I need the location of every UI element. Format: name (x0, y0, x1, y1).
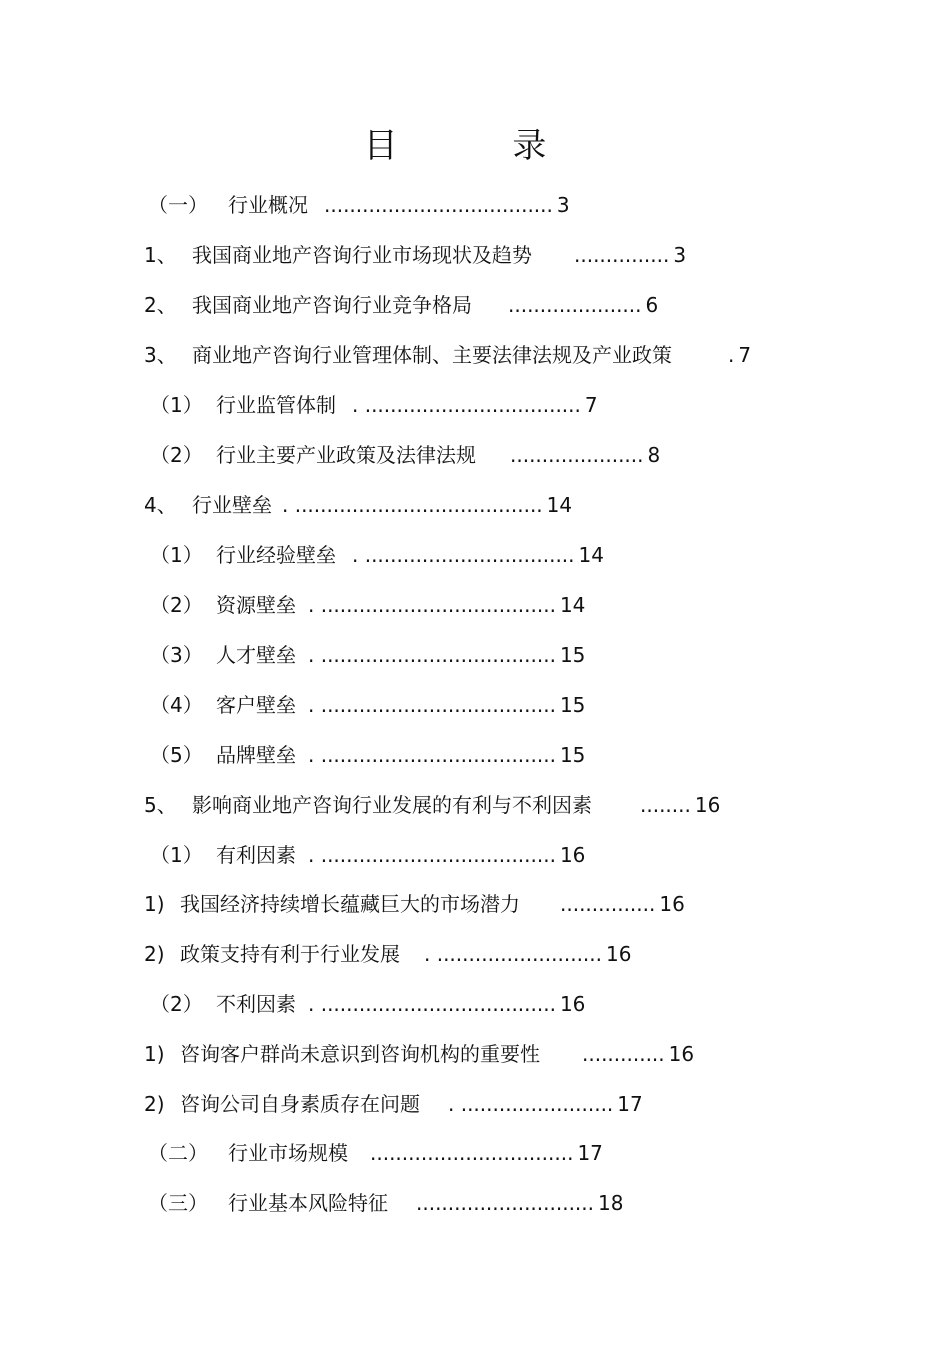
toc-entry-label: 行业经验壁垒 (216, 543, 336, 567)
toc-entry-page: 16 (559, 843, 586, 867)
toc-entry-number: （2） (150, 443, 203, 467)
toc-entry-label: 行业监管体制 (216, 393, 336, 417)
toc-entry-page: 3 (556, 193, 570, 217)
toc-entry-label: 不利因素 (216, 992, 296, 1016)
toc-entry-page: 15 (559, 693, 586, 717)
toc-entry-page: 16 (668, 1042, 695, 1066)
toc-entry[interactable] (148, 1140, 603, 1166)
toc-entry-label: 客户壁垒 (216, 693, 296, 717)
toc-entry[interactable] (144, 492, 572, 518)
toc-entry-leader: . ..................................... (308, 693, 556, 717)
toc-entry-page: 15 (559, 743, 586, 767)
toc-title: 目 录 (363, 126, 599, 166)
toc-entry-label: 商业地产咨询行业管理体制、主要法律法规及产业政策 (192, 343, 672, 367)
toc-entry-leader: ................................ (370, 1141, 574, 1165)
toc-entry[interactable] (144, 342, 751, 368)
toc-entry-page: 7 (738, 343, 752, 367)
toc-entry-leader: ............... (560, 892, 656, 916)
toc-entry[interactable] (150, 692, 585, 718)
toc-entry-page: 14 (578, 543, 604, 567)
toc-entry[interactable] (150, 842, 585, 868)
toc-entry-leader: . .................................. (352, 393, 581, 417)
toc-entry[interactable] (150, 742, 585, 768)
toc-entry-number: （2） (150, 992, 203, 1016)
toc-entry-page: 17 (617, 1092, 643, 1116)
toc-entry[interactable] (144, 292, 658, 318)
toc-entry-label: 咨询客户群尚未意识到咨询机构的重要性 (180, 1042, 540, 1066)
toc-entry-label: 行业市场规模 (228, 1141, 348, 1165)
toc-entry[interactable] (144, 891, 685, 917)
toc-entry-leader: ............. (582, 1042, 665, 1066)
toc-entry-number: （3） (150, 643, 203, 667)
toc-entry[interactable] (150, 991, 585, 1017)
toc-entry[interactable] (144, 792, 720, 818)
toc-entry[interactable] (150, 442, 660, 468)
toc-entry-number: 5、 (144, 793, 177, 817)
toc-entry-leader: ............... (574, 243, 670, 267)
toc-entry-page: 7 (584, 393, 598, 417)
toc-entry-leader: ..................... (510, 443, 644, 467)
toc-entry-label: 行业概况 (228, 193, 308, 217)
toc-entry-label: 我国经济持续增长蕴藏巨大的市场潜力 (180, 892, 520, 916)
toc-entry-number: （4） (150, 693, 203, 717)
toc-entry-leader: ............................ (416, 1191, 595, 1215)
toc-entry-page: 16 (694, 793, 721, 817)
toc-entry-number: （三） (148, 1191, 208, 1215)
toc-entry-page: 3 (673, 243, 687, 267)
toc-entry-label: 品牌壁垒 (216, 743, 296, 767)
toc-entry-page: 15 (559, 643, 586, 667)
toc-entry[interactable] (150, 642, 585, 668)
toc-entry-leader: . (728, 343, 735, 367)
toc-entry[interactable] (144, 242, 686, 268)
toc-entry-label: 人才壁垒 (216, 643, 296, 667)
toc-entry[interactable] (144, 941, 631, 967)
toc-entry[interactable] (150, 542, 604, 568)
toc-entry-number: 1、 (144, 243, 177, 267)
toc-entry-leader: . ................................. (352, 543, 575, 567)
toc-entry-leader: ........ (640, 793, 691, 817)
toc-entry-leader: .................................... (324, 193, 553, 217)
toc-entry-number: （1） (150, 543, 203, 567)
toc-entry-label: 我国商业地产咨询行业竞争格局 (192, 293, 472, 317)
toc-entry-page: 16 (559, 992, 586, 1016)
toc-entry-number: （2） (150, 593, 203, 617)
toc-entry[interactable] (148, 192, 570, 218)
toc-entry-label: 有利因素 (216, 843, 296, 867)
toc-entry-number: 1) (144, 892, 165, 916)
toc-entry-leader: . ..................................... (308, 643, 556, 667)
toc-entry-leader: . ..................................... (308, 743, 556, 767)
toc-entry[interactable] (144, 1091, 643, 1117)
toc-entry-number: （一） (148, 193, 208, 217)
toc-entry-number: （1） (150, 393, 203, 417)
toc-entry-page: 16 (659, 892, 685, 916)
toc-entry-number: 2) (144, 942, 165, 966)
toc-entry-number: 2) (144, 1092, 165, 1116)
toc-entry-number: （二） (148, 1141, 208, 1165)
toc-entry-leader: ..................... (508, 293, 642, 317)
toc-entry-leader: . ..................................... (308, 593, 556, 617)
toc-entry-page: 8 (647, 443, 661, 467)
toc-entry-page: 16 (606, 942, 632, 966)
toc-entry[interactable] (144, 1041, 694, 1067)
toc-entry[interactable] (148, 1190, 623, 1216)
toc-entry[interactable] (150, 592, 585, 618)
toc-entry-label: 政策支持有利于行业发展 (180, 942, 400, 966)
toc-entry[interactable] (150, 392, 598, 418)
toc-entry-page: 6 (645, 293, 659, 317)
toc-entry-number: （1） (150, 843, 203, 867)
toc-entry-number: （5） (150, 743, 203, 767)
toc-entry-leader: . ........................ (448, 1092, 614, 1116)
toc-entry-label: 咨询公司自身素质存在问题 (180, 1092, 420, 1116)
toc-entry-page: 17 (577, 1141, 603, 1165)
toc-entry-number: 1) (144, 1042, 165, 1066)
toc-entry-leader: . ....................................... (282, 493, 543, 517)
toc-entry-page: 18 (598, 1191, 624, 1215)
toc-entry-page: 14 (546, 493, 573, 517)
toc-entry-label: 影响商业地产咨询行业发展的有利与不利因素 (192, 793, 592, 817)
toc-entry-label: 行业基本风险特征 (228, 1191, 388, 1215)
toc-entry-number: 3、 (144, 343, 177, 367)
toc-entry-number: 2、 (144, 293, 177, 317)
toc-entry-page: 14 (559, 593, 586, 617)
toc-entry-number: 4、 (144, 493, 177, 517)
toc-entry-leader: . ..................................... (308, 992, 556, 1016)
toc-entry-label: 资源壁垒 (216, 593, 296, 617)
toc-entry-label: 我国商业地产咨询行业市场现状及趋势 (192, 243, 532, 267)
toc-entry-leader: . ..................................... (308, 843, 556, 867)
toc-entry-label: 行业壁垒 (192, 493, 272, 517)
toc-entry-leader: . .......................... (424, 942, 603, 966)
toc-entry-label: 行业主要产业政策及法律法规 (216, 443, 476, 467)
